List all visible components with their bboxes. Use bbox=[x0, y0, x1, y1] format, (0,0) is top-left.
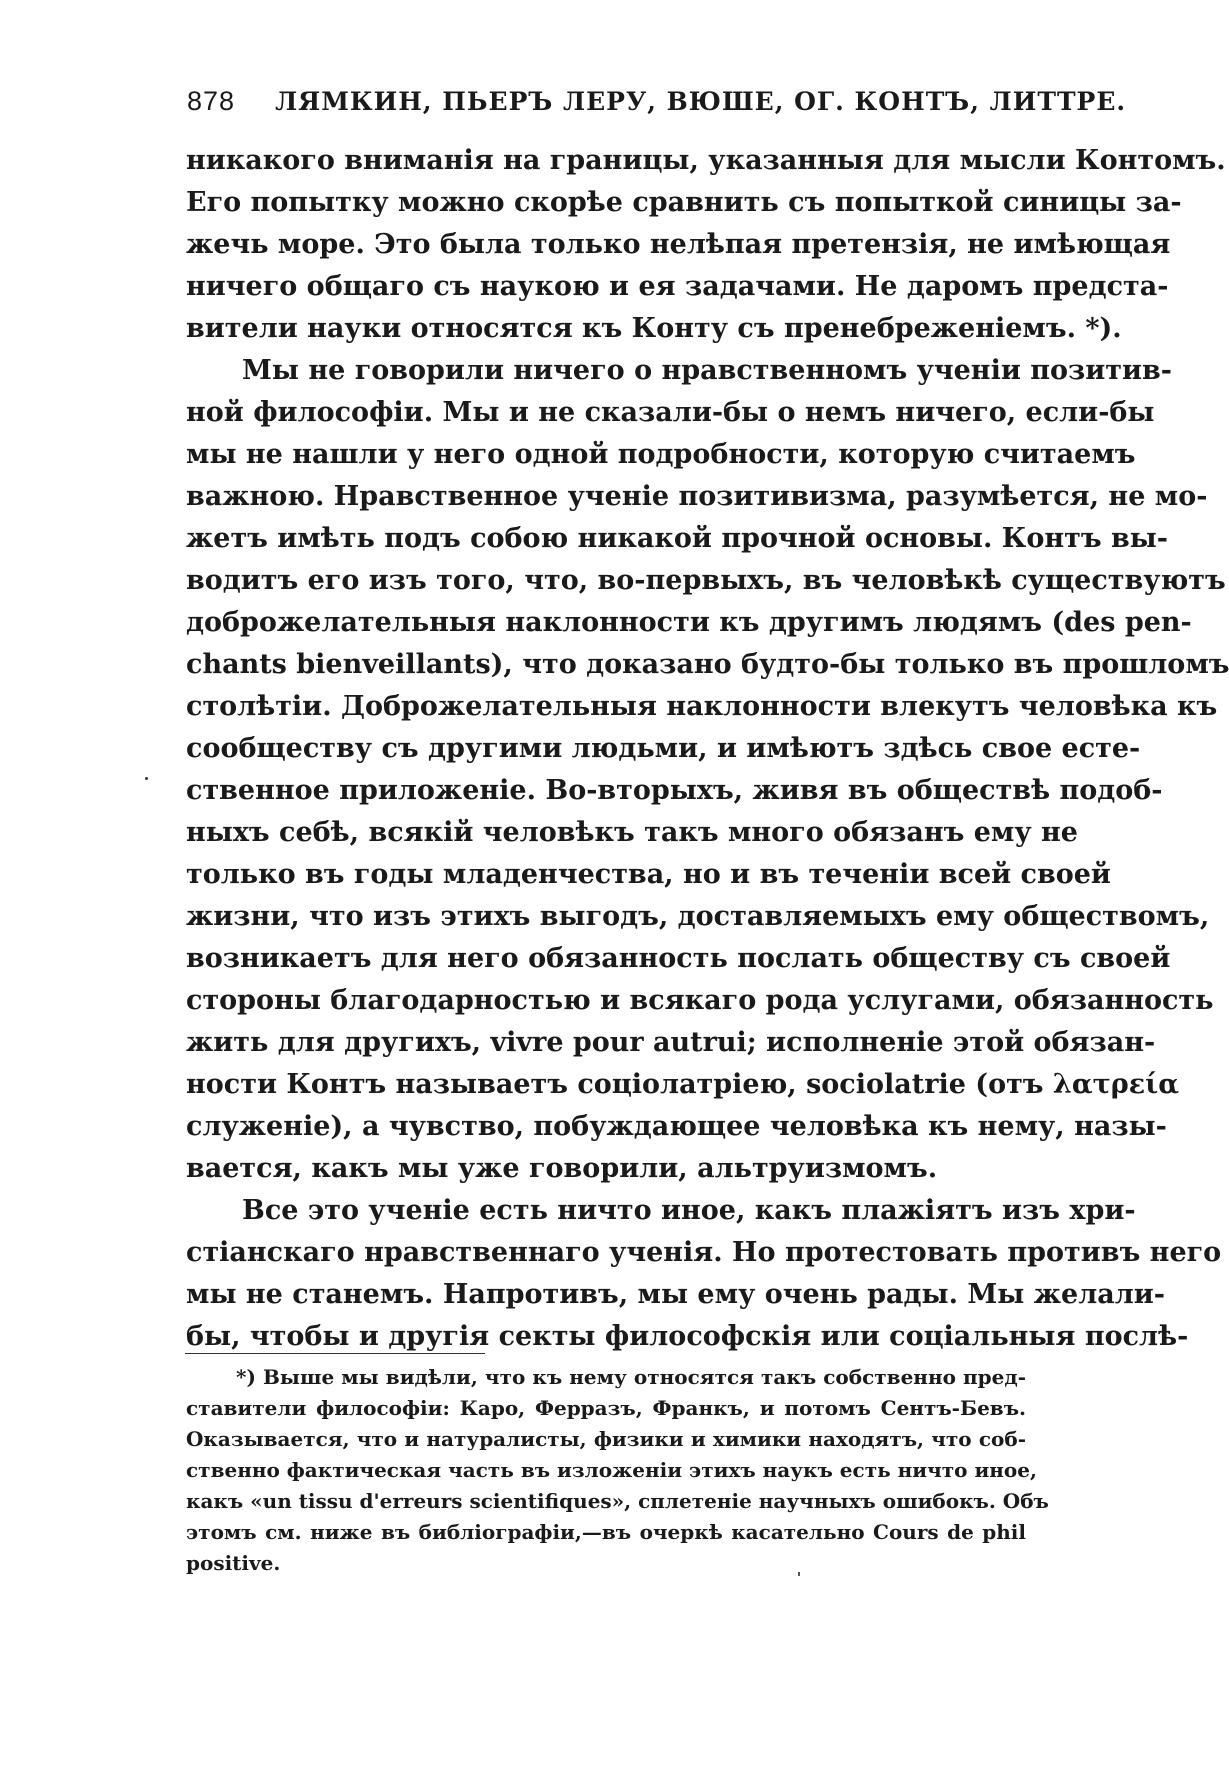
text-line: мы не станемъ. Напротивъ, мы ему очень рады. Мы желали- bbox=[186, 1279, 1166, 1310]
text-line: Его попытку можно скорѣе сравнить съ попыткой синицы за- bbox=[186, 187, 1182, 218]
text-line: бы, чтобы и другія секты философскія или соціальныя послѣ- bbox=[186, 1321, 1189, 1352]
text-line: важною. Нравственное ученіе позитивизма, разумѣется, не мо- bbox=[186, 481, 1208, 512]
footnote-line: *) Выше мы видѣли, что къ нему относятся такъ собственно пред- bbox=[236, 1365, 1026, 1389]
page-number: 878 bbox=[187, 86, 236, 116]
text-line: никакого вниманія на границы, указанныя для мысли Контомъ. bbox=[186, 145, 1226, 176]
footnote-line: ставители философіи: Каро, Ферразъ, Франкъ, и потомъ Сентъ-Бевъ. bbox=[186, 1396, 1026, 1420]
footnote-line: ственно фактическая часть въ изложеніи этихъ наукъ есть ничто иное, bbox=[186, 1458, 1037, 1482]
text-line: водитъ его изъ того, что, во-первыхъ, въ человѣкѣ существуютъ bbox=[186, 565, 1226, 596]
text-line: вается, какъ мы уже говорили, альтруизмомъ. bbox=[186, 1153, 938, 1184]
text-line: стороны благодарностью и всякаго рода услугами, обязанность bbox=[186, 985, 1214, 1016]
text-line: стіанскаго нравственнаго ученія. Но протестовать противъ него bbox=[186, 1237, 1222, 1268]
text-line: жизни, что изъ этихъ выгодъ, доставляемыхъ ему обществомъ, bbox=[186, 901, 1210, 932]
footnote-separator bbox=[185, 1353, 485, 1354]
footnote-line: positive. bbox=[186, 1551, 281, 1575]
text-line: жечь море. Это была только нелѣпая претензія, не имѣющая bbox=[186, 229, 1171, 260]
footnote-line: Оказывается, что и натуралисты, физики и химики находятъ, что соб- bbox=[186, 1427, 1026, 1451]
text-line: только въ годы младенчества, но и въ теченіи всей своей bbox=[186, 859, 1111, 890]
footnote-line: этомъ см. ниже въ библіографіи,—въ очеркѣ касательно Cours de phil bbox=[186, 1520, 1026, 1544]
main-text bbox=[186, 140, 1229, 1358]
text-line: служеніе), а чувство, побуждающее человѣка къ нему, назы- bbox=[186, 1111, 1167, 1142]
footnote-line: какъ «un tissu d'erreurs scientifiques», сплетеніе научныхъ ошибокъ. Объ bbox=[186, 1489, 1049, 1513]
text-line: столѣтіи. Доброжелательныя наклонности влекутъ человѣка къ bbox=[186, 691, 1218, 722]
text-line: ности Контъ называетъ соціолатріею, sociolatrie (отъ λατρεία bbox=[186, 1069, 1180, 1100]
text-line: ственное приложеніе. Во-вторыхъ, живя въ обществѣ подоб- bbox=[186, 775, 1163, 806]
print-speck bbox=[145, 777, 148, 780]
print-speck bbox=[798, 1572, 800, 1576]
running-header bbox=[187, 86, 1127, 120]
text-line: ной философіи. Мы и не сказали-бы о немъ ничего, если-бы bbox=[186, 397, 1155, 428]
footnote bbox=[186, 1362, 1049, 1579]
text-line: Мы не говорили ничего о нравственномъ ученіи позитив- bbox=[242, 355, 1172, 386]
running-title: ЛЯМКИН, ПЬЕРЪ ЛЕРУ, ВЮШЕ, ОГ. КОНТЪ, ЛИТТРЕ. bbox=[275, 87, 1127, 116]
text-line: Все это ученіе есть ничто иное, какъ плажіятъ изъ хри- bbox=[242, 1195, 1136, 1226]
text-line: возникаетъ для него обязанность послать обществу съ своей bbox=[186, 943, 1171, 974]
text-line: ничего общаго съ наукою и ея задачами. Не даромъ предста- bbox=[186, 271, 1169, 302]
text-line: вители науки относятся къ Конту съ пренебреженіемъ. *). bbox=[186, 313, 1122, 344]
text-line: доброжелательныя наклонности къ другимъ людямъ (des pen- bbox=[186, 607, 1192, 638]
text-line: мы не нашли у него одной подробности, которую считаемъ bbox=[186, 439, 1136, 470]
text-line: сообществу съ другими людьми, и имѣютъ здѣсь свое есте- bbox=[186, 733, 1141, 764]
text-line: жить для другихъ, vivre pour autrui; исполненіе этой обязан- bbox=[186, 1027, 1156, 1058]
text-line: ныхъ себѣ, всякій человѣкъ такъ много обязанъ ему не bbox=[186, 817, 1078, 848]
text-line: жетъ имѣть подъ собою никакой прочной основы. Контъ вы- bbox=[186, 523, 1169, 554]
text-line: chants bienveillants), что доказано будто-бы только въ прошломъ bbox=[186, 649, 1229, 680]
